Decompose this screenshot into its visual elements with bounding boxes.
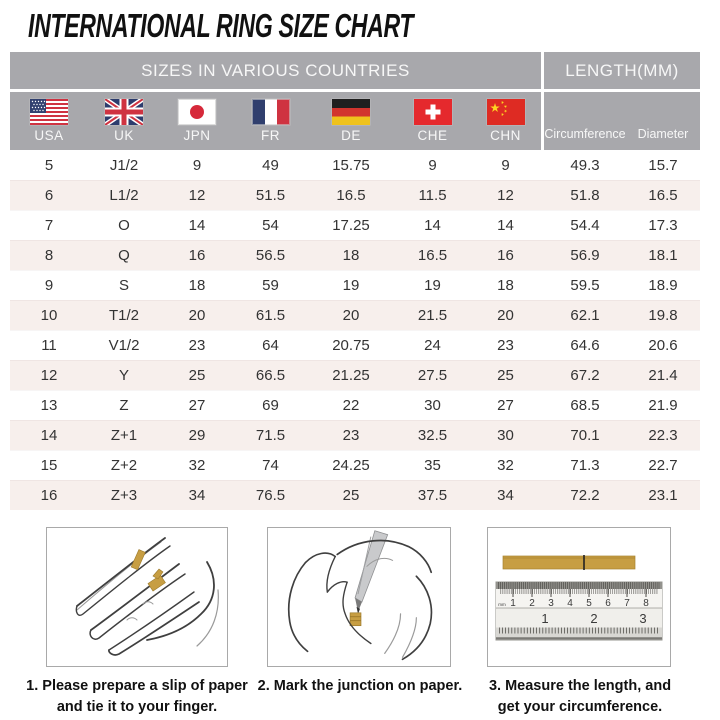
table-cell: L1/2 bbox=[109, 186, 139, 204]
table-cell: 76.5 bbox=[255, 486, 286, 504]
table-cell: 16.5 bbox=[417, 246, 448, 264]
table-cell: 25 bbox=[497, 366, 514, 384]
page-title: INTERNATIONAL RING SIZE CHART bbox=[28, 7, 414, 44]
ruler-cm-label: 5 bbox=[586, 598, 592, 609]
table-cell: 14 bbox=[188, 216, 206, 234]
ruler-inch-label: 1 bbox=[541, 611, 549, 626]
marking-junction-pen-illustration bbox=[268, 528, 450, 666]
table-cell: 21.5 bbox=[417, 306, 448, 324]
table-row bbox=[10, 210, 700, 240]
table-cell: 68.5 bbox=[570, 396, 600, 414]
country-header-row bbox=[10, 92, 700, 150]
ruler-inch-label: 3 bbox=[639, 611, 647, 626]
column-header-fr bbox=[234, 92, 307, 150]
table-cell: 71.3 bbox=[570, 456, 600, 474]
table-cell: 35 bbox=[424, 456, 441, 474]
table-cell: 59.5 bbox=[570, 276, 600, 294]
table-cell: Z+2 bbox=[110, 456, 138, 474]
table-cell: 56.5 bbox=[255, 246, 286, 264]
table-cell: 14 bbox=[424, 216, 441, 234]
table-row bbox=[10, 150, 700, 180]
column-header-uk bbox=[88, 92, 160, 150]
table-cell: 20 bbox=[342, 306, 360, 324]
table-cell: 70.1 bbox=[570, 426, 600, 444]
column-header-chn bbox=[470, 92, 541, 150]
table-cell: 49 bbox=[262, 156, 279, 174]
column-label-fr: FR bbox=[261, 128, 280, 143]
column-label-chn: CHN bbox=[490, 128, 521, 143]
table-cell: 8 bbox=[44, 246, 54, 264]
table-cell: O bbox=[118, 216, 130, 234]
table-cell: 9 bbox=[428, 156, 437, 174]
table-row bbox=[10, 240, 700, 270]
table-row bbox=[10, 300, 700, 330]
ruler-cm-label: 3 bbox=[548, 598, 554, 609]
ruler-cm-label: 4 bbox=[567, 598, 573, 609]
table-cell: 29 bbox=[188, 426, 206, 444]
table-cell: 11.5 bbox=[418, 186, 447, 204]
table-cell: 67.2 bbox=[570, 366, 600, 384]
column-header-de bbox=[307, 92, 395, 150]
table-cell: 18 bbox=[497, 276, 514, 294]
table-cell: 34 bbox=[188, 486, 206, 504]
table-cell: 64 bbox=[262, 336, 279, 354]
table-row bbox=[10, 390, 700, 420]
table-cell: 15.75 bbox=[332, 156, 370, 174]
column-label-uk: UK bbox=[114, 128, 134, 143]
table-cell: 19 bbox=[342, 276, 360, 294]
table-cell: 32.5 bbox=[417, 426, 448, 444]
table-cell: 34 bbox=[497, 486, 514, 504]
table-cell: 12 bbox=[40, 366, 58, 384]
table-cell: 22.3 bbox=[648, 426, 678, 444]
germany-flag-icon bbox=[332, 99, 370, 125]
table-cell: 20 bbox=[497, 306, 514, 324]
table-cell: 66.5 bbox=[255, 366, 286, 384]
table-cell: 49.3 bbox=[570, 156, 600, 174]
table-cell: 10 bbox=[40, 306, 58, 324]
table-cell: 64.6 bbox=[570, 336, 600, 354]
table-row bbox=[10, 330, 700, 360]
column-header-circumference: Circumference bbox=[544, 127, 626, 141]
table-cell: 62.1 bbox=[570, 306, 600, 324]
table-row bbox=[10, 420, 700, 450]
table-cell: 23 bbox=[188, 336, 206, 354]
table-cell: 17.25 bbox=[332, 216, 370, 234]
table-cell: 19.8 bbox=[648, 306, 678, 324]
column-header-jpn bbox=[160, 92, 234, 150]
table-cell: 72.2 bbox=[570, 486, 600, 504]
column-label-de: DE bbox=[341, 128, 361, 143]
table-cell: 27.5 bbox=[417, 366, 448, 384]
group-header-sizes: SIZES IN VARIOUS COUNTRIES bbox=[141, 60, 410, 80]
ruler-cm-label: 2 bbox=[529, 598, 535, 609]
table-cell: 14 bbox=[497, 216, 514, 234]
table-cell: S bbox=[118, 276, 129, 294]
table-cell: 20.6 bbox=[648, 336, 678, 354]
table-cell: Q bbox=[118, 246, 130, 264]
table-cell: 14 bbox=[40, 426, 58, 444]
table-cell: 21.25 bbox=[332, 366, 370, 384]
ruler-cm-label: 8 bbox=[643, 598, 649, 609]
table-cell: 51.5 bbox=[255, 186, 286, 204]
table-cell: J1/2 bbox=[109, 156, 139, 174]
table-cell: 16.5 bbox=[336, 186, 366, 204]
table-cell: 18.9 bbox=[648, 276, 678, 294]
table-cell: 15 bbox=[40, 456, 58, 474]
table-row bbox=[10, 480, 700, 510]
table-cell: 61.5 bbox=[255, 306, 286, 324]
table-cell: 51.8 bbox=[570, 186, 600, 204]
table-cell: 24.25 bbox=[332, 456, 370, 474]
table-cell: 23 bbox=[342, 426, 360, 444]
table-cell: 19 bbox=[424, 276, 441, 294]
table-cell: 27 bbox=[188, 396, 206, 414]
step-3-caption: 3. Measure the length, and get your circumference. bbox=[488, 678, 672, 715]
ring-size-chart-table bbox=[10, 52, 700, 510]
ruler-cm-label: 1 bbox=[510, 598, 516, 609]
table-cell: 16 bbox=[188, 246, 206, 264]
table-header bbox=[10, 52, 700, 150]
table-cell: 20 bbox=[188, 306, 206, 324]
table-cell: 18 bbox=[188, 276, 206, 294]
table-cell: 30 bbox=[424, 396, 441, 414]
table-row bbox=[10, 270, 700, 300]
table-cell: 17.3 bbox=[648, 216, 678, 234]
table-cell: T1/2 bbox=[108, 306, 139, 324]
ring-size-table-body bbox=[10, 150, 700, 510]
step-1-caption: 1. Please prepare a slip of paper and tie it to your finger. bbox=[26, 678, 248, 715]
ruler-measure-illustration bbox=[488, 528, 670, 666]
table-cell: 9 bbox=[192, 156, 202, 174]
table-cell: 22.7 bbox=[648, 456, 678, 474]
table-cell: 9 bbox=[501, 156, 510, 174]
table-cell: 23 bbox=[497, 336, 514, 354]
table-cell: 5 bbox=[44, 156, 54, 174]
column-label-usa: USA bbox=[34, 128, 64, 143]
step-2-illustration-box bbox=[267, 527, 451, 667]
step-2-caption: 2. Mark the junction on paper. bbox=[257, 678, 463, 694]
table-cell: 25 bbox=[342, 486, 360, 504]
table-cell: 18.1 bbox=[648, 246, 678, 264]
table-cell: 54 bbox=[262, 216, 279, 234]
table-cell: 20.75 bbox=[332, 336, 370, 354]
table-cell: 16.5 bbox=[648, 186, 678, 204]
china-flag-icon bbox=[487, 99, 525, 125]
table-row bbox=[10, 180, 700, 210]
table-cell: 12 bbox=[188, 186, 206, 204]
table-cell: 9 bbox=[44, 276, 54, 294]
usa-flag-icon bbox=[30, 99, 68, 125]
table-row bbox=[10, 360, 700, 390]
table-cell: 25 bbox=[188, 366, 206, 384]
column-header-che bbox=[395, 92, 470, 150]
ruler-cm-label: 6 bbox=[605, 598, 611, 609]
step-1-illustration-box bbox=[46, 527, 228, 667]
table-cell: 11 bbox=[41, 336, 57, 354]
column-header-diameter: Diameter bbox=[637, 127, 689, 141]
table-cell: 37.5 bbox=[417, 486, 448, 504]
table-cell: 74 bbox=[262, 456, 279, 474]
table-cell: 32 bbox=[497, 456, 514, 474]
group-header-length: LENGTH(MM) bbox=[565, 60, 679, 80]
table-cell: 23.1 bbox=[648, 486, 678, 504]
table-cell: 13 bbox=[40, 396, 58, 414]
table-cell: 16 bbox=[40, 486, 58, 504]
table-cell: 32 bbox=[188, 456, 206, 474]
table-cell: 24 bbox=[424, 336, 441, 354]
table-cell: V1/2 bbox=[108, 336, 140, 354]
ruler-unit-label: mm bbox=[498, 602, 506, 607]
table-cell: 69 bbox=[262, 396, 279, 414]
table-cell: 6 bbox=[44, 186, 54, 204]
column-header-usa bbox=[10, 92, 88, 150]
uk-flag-icon bbox=[105, 99, 143, 125]
column-label-jpn: JPN bbox=[183, 128, 211, 143]
switzerland-flag-icon bbox=[414, 99, 452, 125]
table-cell: 27 bbox=[497, 396, 514, 414]
table-cell: 18 bbox=[342, 246, 360, 264]
table-cell: Y bbox=[118, 366, 129, 384]
ruler-cm-label: 7 bbox=[624, 598, 630, 609]
table-cell: Z+3 bbox=[110, 486, 138, 504]
ruler-inch-label: 2 bbox=[590, 611, 598, 626]
hand-with-paper-slip-illustration bbox=[47, 528, 227, 666]
table-cell: Z+1 bbox=[110, 426, 138, 444]
table-cell: 22 bbox=[342, 396, 360, 414]
table-cell: 21.9 bbox=[648, 396, 678, 414]
france-flag-icon bbox=[252, 99, 290, 125]
japan-flag-icon bbox=[178, 99, 216, 125]
table-cell: 16 bbox=[497, 246, 514, 264]
table-cell: 71.5 bbox=[255, 426, 286, 444]
table-cell: 30 bbox=[497, 426, 514, 444]
table-cell: 12 bbox=[497, 186, 514, 204]
table-cell: 54.4 bbox=[570, 216, 600, 234]
table-cell: 56.9 bbox=[570, 246, 600, 264]
table-cell: 15.7 bbox=[648, 156, 678, 174]
table-cell: 59 bbox=[262, 276, 279, 294]
step-3-illustration-box bbox=[487, 527, 671, 667]
column-label-che: CHE bbox=[417, 128, 448, 143]
table-cell: Z bbox=[119, 396, 129, 414]
table-row bbox=[10, 450, 700, 480]
table-cell: 21.4 bbox=[648, 366, 678, 384]
table-cell: 7 bbox=[44, 216, 54, 234]
